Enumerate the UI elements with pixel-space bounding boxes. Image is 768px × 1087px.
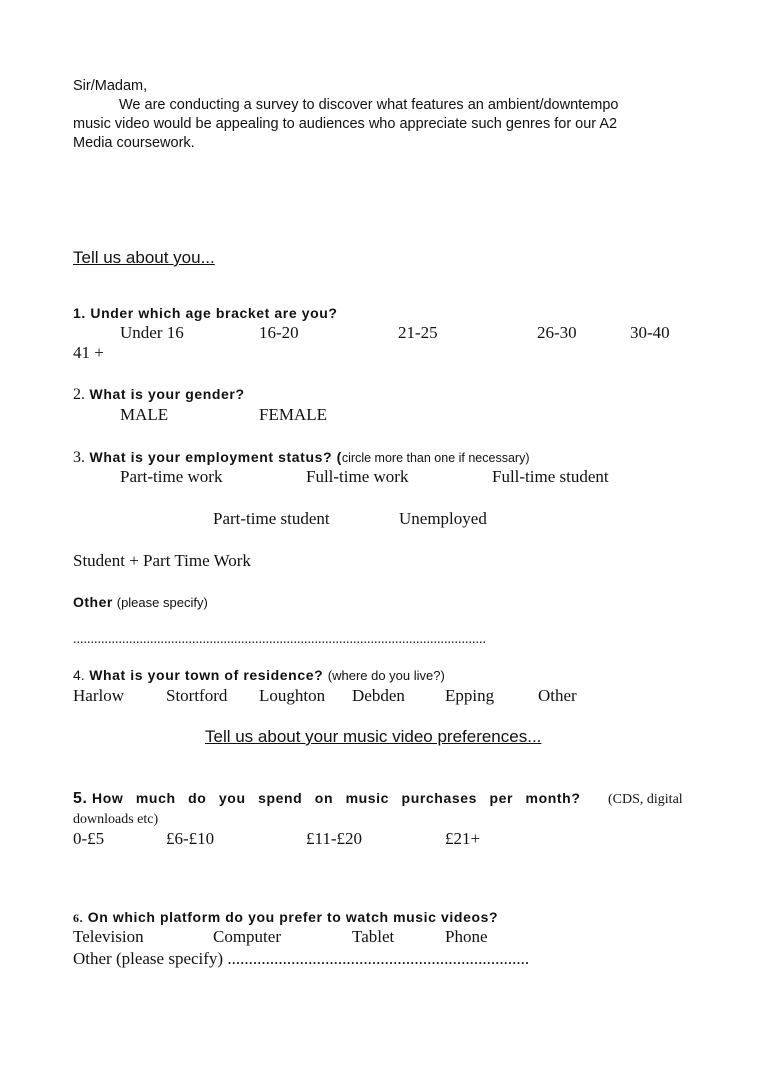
option-harlow[interactable]: Harlow [73, 686, 124, 705]
question-text: What is your employment status? [89, 449, 333, 465]
option-debden[interactable]: Debden [352, 686, 405, 705]
option-26-30[interactable]: 26-30 [537, 323, 577, 342]
question-text: What is your town of residence? [89, 667, 324, 683]
question-number: 2. [73, 386, 85, 403]
other-note: (please specify) [116, 595, 208, 610]
option-epping[interactable]: Epping [445, 686, 495, 705]
question-2 [73, 386, 245, 404]
option-phone[interactable]: Phone [445, 927, 488, 946]
option-41-plus[interactable]: 41 + [73, 343, 104, 362]
question-text: How much do you spend on music purchases per month? [92, 790, 581, 806]
option-16-20[interactable]: 16-20 [259, 323, 299, 342]
question-6 [73, 909, 498, 926]
question-1 [73, 305, 338, 321]
question-text: Under which age bracket are you? [90, 305, 338, 321]
question-number: 3. [73, 449, 85, 466]
section-header-preferences: Tell us about your music video preferences... [205, 727, 542, 746]
other-employment-field[interactable]: ...................................................................................................................... [73, 632, 486, 647]
question-number: 6. [73, 911, 84, 925]
option-computer[interactable]: Computer [213, 927, 281, 946]
option-loughton[interactable]: Loughton [259, 686, 326, 705]
option-6-10[interactable]: £6-£10 [166, 829, 215, 848]
option-student-part-time-work[interactable]: Student + Part Time Work [73, 551, 251, 570]
option-full-time-student[interactable]: Full-time student [492, 467, 609, 486]
question-note-open: ( [336, 449, 342, 465]
question-text: What is your gender? [89, 386, 245, 402]
option-full-time-work[interactable]: Full-time work [306, 467, 409, 486]
section-header-about-you: Tell us about you... [73, 248, 215, 267]
option-0-5[interactable]: 0-£5 [73, 829, 105, 848]
question-5 [73, 790, 696, 808]
question-3 [73, 449, 530, 467]
option-female[interactable]: FEMALE [259, 405, 327, 424]
option-part-time-work[interactable]: Part-time work [120, 467, 223, 486]
option-television[interactable]: Television [73, 927, 144, 946]
option-under-16[interactable]: Under 16 [120, 323, 184, 342]
option-part-time-student[interactable]: Part-time student [213, 509, 330, 528]
option-male[interactable]: MALE [120, 405, 169, 424]
option-unemployed[interactable]: Unemployed [399, 509, 487, 528]
option-11-20[interactable]: £11-£20 [306, 829, 363, 848]
option-other-town[interactable]: Other [538, 686, 577, 705]
question-text: On which platform do you prefer to watch music videos? [87, 909, 499, 925]
option-21-plus[interactable]: £21+ [445, 829, 481, 848]
option-30-40[interactable]: 30-40 [630, 323, 670, 342]
other-label: Other [73, 594, 113, 610]
question-4 [73, 667, 445, 683]
salutation: Sir/Madam, [73, 78, 148, 94]
option-tablet[interactable]: Tablet [352, 927, 395, 946]
other-platform-field[interactable]: Other (please specify) ....................................................................... [73, 949, 530, 968]
option-21-25[interactable]: 21-25 [398, 323, 438, 342]
question-number: 5. [73, 790, 88, 807]
question-note-line-1: (CDS, digital [608, 792, 683, 807]
intro-line-1: We are conducting a survey to discover what features an ambient/downtempo [119, 97, 619, 113]
other-employment [73, 594, 208, 610]
question-number: 1. [73, 305, 86, 321]
question-number: 4. [73, 667, 85, 683]
question-note: (where do you live?) [327, 668, 445, 683]
option-stortford[interactable]: Stortford [166, 686, 228, 705]
question-note-line-2: downloads etc) [73, 812, 159, 827]
question-note: circle more than one if necessary) [341, 451, 530, 465]
intro-line-3: Media coursework. [73, 135, 195, 151]
intro-line-2: music video would be appealing to audiences who appreciate such genres for our A2 [73, 116, 618, 132]
